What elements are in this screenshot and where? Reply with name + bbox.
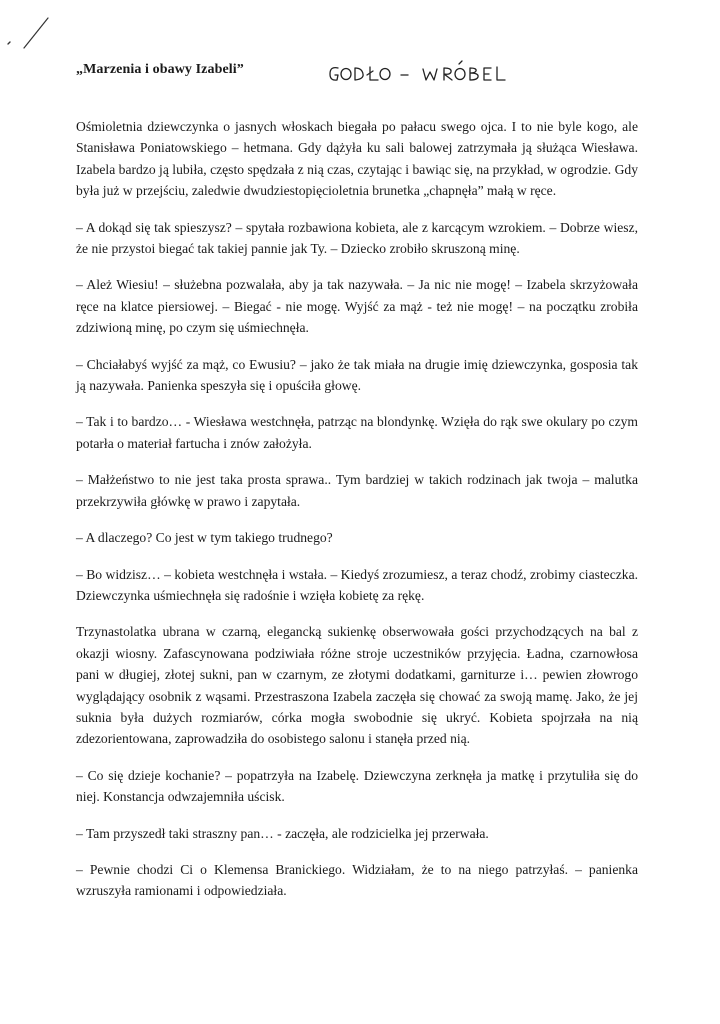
handwritten-note-text: GODŁO - WRÓBEL: [326, 60, 335, 61]
pen-stroke-mark: [4, 14, 52, 50]
paragraph-8: – Bo widzisz… – kobieta westchnęła i wstała. – Kiedyś zrozumiesz, a teraz chodź, zrobimy ciasteczka. Dziewczynka uśmiechnęła się radośnie i wzięła kobietę za rękę.: [76, 566, 638, 603]
paragraph-2: – A dokąd się tak spieszysz? – spytała rozbawiona kobieta, ale z karcącym wzrokiem. – Dobrze wiesz, że nie przystoi biegać tak takiej pannie jak Ty. – Dziecko zrobiło skruszoną minę.: [76, 219, 638, 257]
story-body: [76, 116, 638, 917]
paragraph-6: – Małżeństwo to nie jest taka prosta sprawa.. Tym bardziej w takich rodzinach jak twoja – malutka przekrzywiła główkę w prawo i zapytała.: [76, 472, 638, 509]
paragraph-4: – Chciałabyś wyjść za mąż, co Ewusiu? – jako że tak miała na drugie imię dziewczynka, gosposia tak ją nazywała. Panienka speszyła się i opuściła głowę.: [76, 356, 638, 394]
paragraph-3: – Ależ Wiesiu! – służebna pozwalała, aby ja tak nazywała. – Ja nic nie mogę! – Izabela skrzyżowała ręce na klatce piersiowej. – Biegać - nie mogę. Wyjść za mąż - też nie mogę! – na początku zrobiła zdziwioną minę, po czym się uśmiechnęła.: [76, 277, 638, 336]
document-title: „Marzenia i obawy Izabeli”: [76, 62, 244, 77]
handwritten-note: [326, 60, 526, 86]
paragraph-9: Trzynastolatka ubrana w czarną, elegancką sukienkę obserwowała gości przychodzących na bal z okazji wiosny. Zafascynowana podziwiała różne stroje uczestników przyjęcia. Ładna, czarnowłosa pani w długiej, złotej sukni, pan w czarnym, ze złotymi dodatkami, garniturze i… pewien złowrogo wyglądający osobnik z wąsami. Przestraszona Izabela zaczęła się chować za swoją mamę. Jako, że jej suknia była dużych rozmiarów, córka mogła swobodnie się ukryć. Kobieta spojrzała na nią zdezorientowana, zaprowadziła do osobistego salonu i stanęła przed nią.: [76, 624, 638, 747]
paragraph-12: – Pewnie chodzi Ci o Klemensa Branickiego. Widziałam, że to na niego patrzyłaś. – panienka wzruszyła ramionami i odpowiedziała.: [76, 861, 638, 899]
paragraph-5: – Tak i to bardzo… - Wiesława westchnęła, patrząc na blondynkę. Wzięła do rąk swe okulary po czym potarła o materiał fartucha i znów założyła.: [76, 414, 638, 451]
paragraph-7: – A dlaczego? Co jest w tym takiego trudnego?: [76, 530, 333, 546]
paragraph-11: – Tam przyszedł taki straszny pan… - zaczęła, ale rodzicielka jej przerwała.: [76, 825, 489, 841]
paragraph-1: Ośmioletnia dziewczynka o jasnych włoskach biegała po pałacu swego ojca. I to nie byle kogo, ale Stanisława Poniatowskiego – hetmana. Gdy dążyła ku sali balowej zatrzymała ją służąca Wiesława. Izabela bardzo ją lubiła, często spędzała z nią czas, czytając i bawiąc się, na przykład, w ogrodzie. Gdy była już w przejściu, zaledwie dwudziestopięcioletnia brunetka „chapnęła” małą w ręce.: [76, 119, 638, 199]
paragraph-10: – Co się dzieje kochanie? – popatrzyła na Izabelę. Dziewczyna zerknęła ja matkę i przytuliła się do niej. Konstancja odwzajemniła uścisk.: [76, 767, 638, 805]
